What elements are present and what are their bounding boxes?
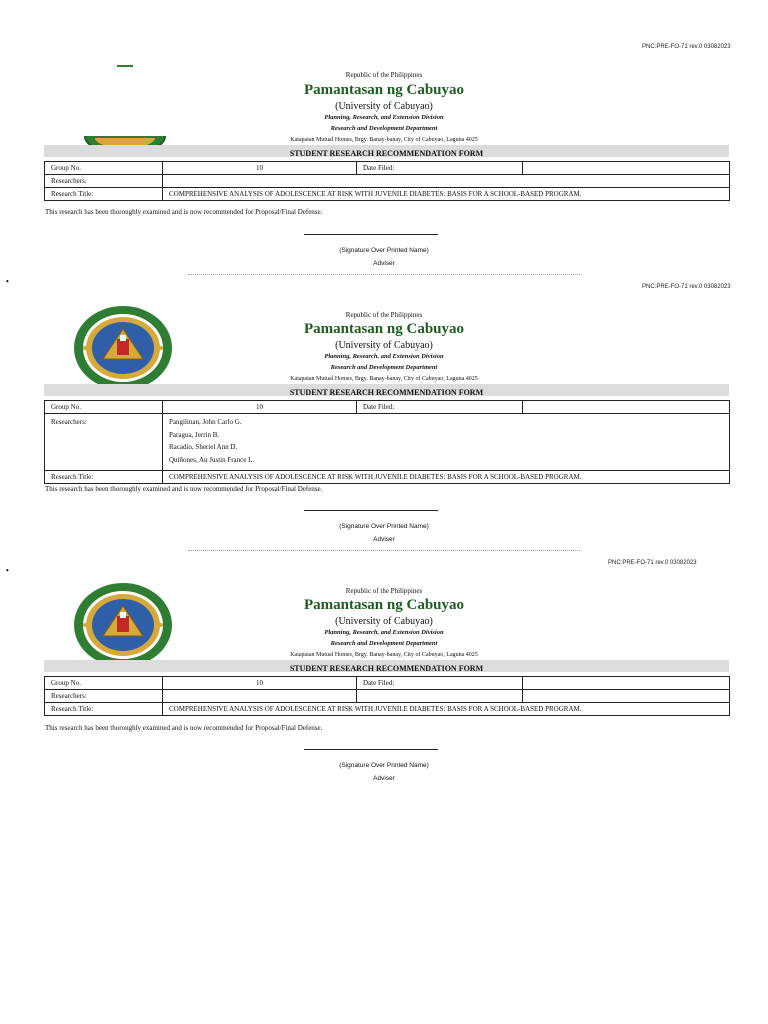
empty-cell [357, 690, 523, 703]
form-code: PNC:PRE-FO-71 rev.0 03082023 [642, 284, 731, 290]
form-table [44, 400, 730, 484]
form-table [44, 161, 730, 201]
signature-caption: (Signature Over Printed Name) [339, 247, 429, 254]
researcher-name: Paragua, Jerrin B. [169, 430, 220, 439]
department-label: Research and Development Department [330, 364, 438, 371]
date-label: Date Filed: [357, 401, 523, 414]
table-row [45, 188, 730, 201]
empty-cell [523, 690, 730, 703]
table-row [45, 471, 730, 484]
university-english-name: (University of Cabuyao) [335, 616, 433, 627]
table-row [45, 162, 730, 175]
group-label: Group No. [45, 677, 163, 690]
form-table [44, 676, 730, 716]
recommendation-statement: This research has been thoroughly examined and is now recommended for Proposal/Final Defense. [45, 208, 323, 216]
university-name: Pamantasan ng Cabuyao [303, 597, 465, 613]
research-title: COMPREHENSIVE ANALYSIS OF ADOLESCENCE AT RISK WITH JUVENILE DIABETES: BASIS FOR A SCHOOL-BASED PROGRAM. [163, 471, 730, 484]
department-label: Research and Development Department [330, 125, 438, 132]
table-row [45, 690, 730, 703]
researchers-value [163, 175, 730, 188]
signature-caption: (Signature Over Printed Name) [339, 762, 429, 769]
address-label: Katapatan Mutual Homes, Brgy. Banay-banay, City of Cabuyao, Laguna 4025 [290, 376, 478, 382]
university-name: Pamantasan ng Cabuyao [303, 82, 465, 98]
researchers-label: Researchers: [45, 175, 163, 188]
division-label: Planning, Research, and Extension Division [324, 629, 444, 636]
form-code: PNC:PRE-FO-71 rev.0 03082023 [642, 44, 731, 50]
research-title: COMPREHENSIVE ANALYSIS OF ADOLESCENCE AT RISK WITH JUVENILE DIABETES: BASIS FOR A SCHOOL-BASED PROGRAM. [163, 188, 730, 201]
table-row [45, 414, 730, 471]
group-label: Group No. [45, 162, 163, 175]
department-label: Research and Development Department [330, 640, 438, 647]
signature-line [304, 510, 438, 511]
margin-mark: • [6, 566, 9, 575]
table-row [45, 677, 730, 690]
division-label: Planning, Research, and Extension Division [324, 114, 444, 121]
researcher-name: Pangilinan, John Carlo G. [169, 418, 242, 426]
form-title: STUDENT RESEARCH RECOMMENDATION FORM [289, 149, 484, 158]
group-value: 10 [163, 401, 357, 414]
date-value [523, 677, 730, 690]
signature-line [304, 234, 438, 235]
address-label: Katapatan Mutual Homes, Brgy. Banay-banay, City of Cabuyao, Laguna 4025 [290, 652, 478, 658]
signature-caption: (Signature Over Printed Name) [339, 523, 429, 530]
cut-line [188, 550, 580, 551]
margin-mark: • [6, 277, 9, 286]
date-label: Date Filed: [357, 677, 523, 690]
university-english-name: (University of Cabuyao) [335, 340, 433, 351]
title-label: Research Title: [45, 188, 163, 201]
form-code: PNC:PRE-FO-71 rev.0 03082023 [608, 560, 697, 566]
researchers-value [163, 690, 357, 703]
table-row [45, 175, 730, 188]
researchers-value [163, 414, 730, 471]
recommendation-statement: This research has been thoroughly examined and is now recommended for Proposal/Final Defense. [45, 485, 323, 493]
university-name: Pamantasan ng Cabuyao [303, 321, 465, 337]
form-title: STUDENT RESEARCH RECOMMENDATION FORM [289, 388, 484, 397]
republic-label: Republic of the Philippines [345, 587, 423, 595]
group-label: Group No. [45, 401, 163, 414]
researchers-label: Researchers: [45, 690, 163, 703]
adviser-label: Adviser [373, 260, 395, 267]
address-label: Katapatan Mutual Homes, Brgy. Banay-banay, City of Cabuyao, Laguna 4025 [290, 137, 478, 143]
division-label: Planning, Research, and Extension Division [324, 353, 444, 360]
date-value [523, 162, 730, 175]
table-row [45, 703, 730, 716]
adviser-label: Adviser [373, 536, 395, 543]
researcher-name: Racadio, Sheriel Ann D. [169, 443, 238, 451]
title-label: Research Title: [45, 471, 163, 484]
research-title: COMPREHENSIVE ANALYSIS OF ADOLESCENCE AT RISK WITH JUVENILE DIABETES: BASIS FOR A SCHOOL-BASED PROGRAM. [163, 703, 730, 716]
group-value: 10 [163, 677, 357, 690]
republic-label: Republic of the Philippines [345, 311, 423, 319]
researcher-name: Quiñones, Au Justin France L. [169, 455, 255, 464]
recommendation-statement: This research has been thoroughly examined and is now recommended for Proposal/Final Defense. [45, 724, 323, 732]
date-label: Date Filed: [357, 162, 523, 175]
group-value: 10 [163, 162, 357, 175]
adviser-label: Adviser [373, 775, 395, 782]
researchers-label: Researchers: [45, 414, 163, 471]
republic-label: Republic of the Philippines [345, 71, 423, 79]
title-label: Research Title: [45, 703, 163, 716]
cut-line [188, 274, 580, 275]
university-english-name: (University of Cabuyao) [335, 101, 433, 112]
form-title: STUDENT RESEARCH RECOMMENDATION FORM [289, 664, 484, 673]
signature-line [304, 749, 438, 750]
date-value [523, 401, 730, 414]
table-row [45, 401, 730, 414]
